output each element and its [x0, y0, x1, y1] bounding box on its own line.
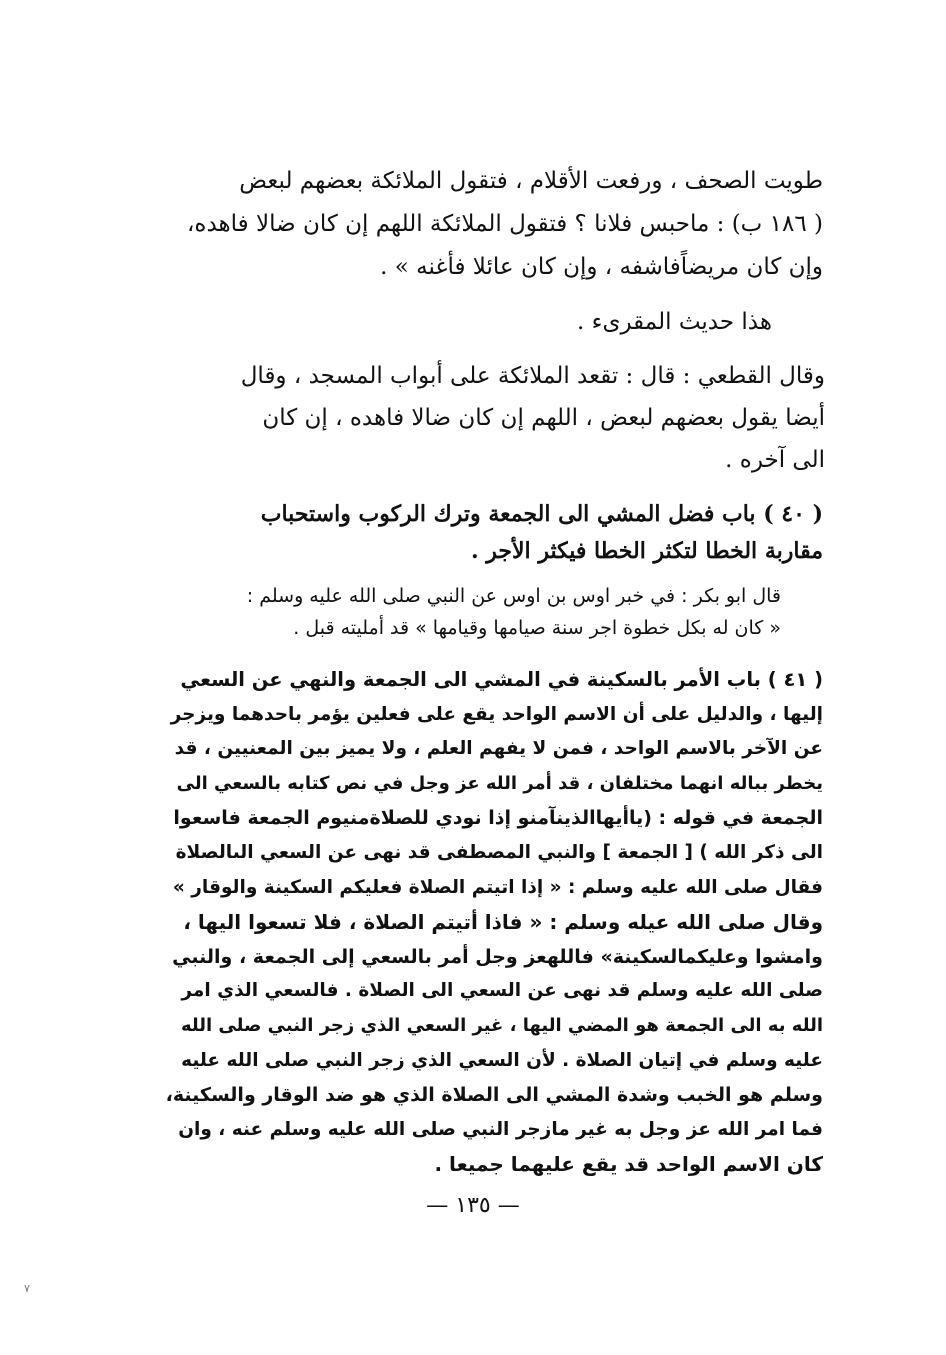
- chapter-40-heading: [175, 496, 823, 570]
- text-line: صلى الله عليه وسلم قد نهى عن السعي الى الصلاة . فالسعي الذي امر: [181, 980, 823, 1002]
- text-line: يخطر بباله انهما مختلفان ، قد أمر الله عز وجل في نص كتابه بالسعي الى: [176, 772, 823, 794]
- chapter-40-quote: [185, 580, 781, 644]
- text-line: إليها ، والدليل على أن الاسم الواحد يقع على فعلين يؤمر باحدهما ويزجر: [170, 703, 823, 725]
- text-line: الى ذكر الله ) [ الجمعة ] والنبي المصطفى قد نهى عن السعي الىالصلاة: [175, 841, 823, 863]
- text-line: ( ١٨٦ ب) : ماحبس فلانا ؟ فتقول الملائكة اللهم إن كان ضالا فاهده،: [186, 211, 823, 237]
- heading-line: مقاربة الخطا لتكثر الخطا فيكثر الأجر .: [470, 538, 823, 564]
- text-line: الى آخره .: [725, 447, 825, 473]
- text-line: هذا حديث المقرىء .: [577, 309, 772, 335]
- text-line: عليه وسلم في إتيان الصلاة . لأن السعي الذي زجر النبي صلى الله عليه: [181, 1049, 823, 1071]
- text-line: وإن كان مريضاًفاشفه ، وإن كان عائلا فأغنه » .: [380, 254, 823, 280]
- text-line: ( ٤١ ) باب الأمر بالسكينة في المشي الى الجمعة والنهي عن السعي: [180, 668, 823, 691]
- text-line: عن الآخر بالاسم الواحد ، فمن لا يفهم العلم ، ولا يميز بين المعنيين ، قد: [174, 738, 823, 760]
- text-line: الله به الى الجمعة هو المضي اليها ، غير السعي الذي زجر النبي صلى الله: [180, 1014, 823, 1036]
- paragraph-qatai: [175, 355, 825, 481]
- text-line: طويت الصحف ، ورفعت الأقلام ، فتقول الملائكة بعضهم لبعض: [239, 168, 823, 194]
- paragraph-hadith-end: [180, 160, 823, 289]
- text-line: أيضا يقول بعضهم لبعض ، اللهم إن كان ضالا فاهده ، إن كان: [262, 405, 825, 431]
- margin-mark: ٧: [24, 1282, 30, 1295]
- text-line: وامشوا وعليكمالسكينة» فاللهعز وجل أمر بالسعي إلى الجمعة ، والنبي: [172, 945, 823, 968]
- text-line: « كان له بكل خطوة اجر سنة صيامها وقيامها » قد أمليته قبل .: [293, 617, 781, 639]
- chapter-41-body: [165, 663, 823, 1182]
- text-line: الجمعة في قوله : (ياأيهاالذينآمنو إذا نودي للصلاةمنيوم الجمعة فاسعوا: [173, 807, 823, 830]
- heading-line: ( ٤٠ ) باب فضل المشي الى الجمعة وترك الركوب واستحباب: [260, 501, 823, 527]
- text-line: وقال صلى الله عيله وسلم : « فاذا أتيتم الصلاة ، فلا تسعوا اليها ،: [183, 910, 823, 935]
- text-line: قال ابو بكر : في خبر اوس بن اوس عن النبي صلى الله عليه وسلم :: [246, 585, 781, 607]
- text-line: وسلم هو الخبب وشدة المشي الى الصلاة الذي هو ضد الوقار والسكينة،: [165, 1084, 823, 1107]
- page-number: — ١٣٥ —: [426, 1193, 520, 1218]
- paragraph-hadith-source: [400, 302, 772, 342]
- text-line: وقال القطعي : قال : تقعد الملائكة على أبواب المسجد ، وقال: [240, 363, 825, 389]
- text-line: كان الاسم الواحد قد يقع عليهما جميعا .: [434, 1152, 823, 1177]
- text-line: فقال صلى الله عليه وسلم : « إذا اتيتم الصلاة فعليكم السكينة والوقار »: [172, 876, 823, 898]
- text-line: فما امر الله عز وجل به غير مازجر النبي صلى الله عليه وسلم عنه ، وان: [178, 1118, 823, 1140]
